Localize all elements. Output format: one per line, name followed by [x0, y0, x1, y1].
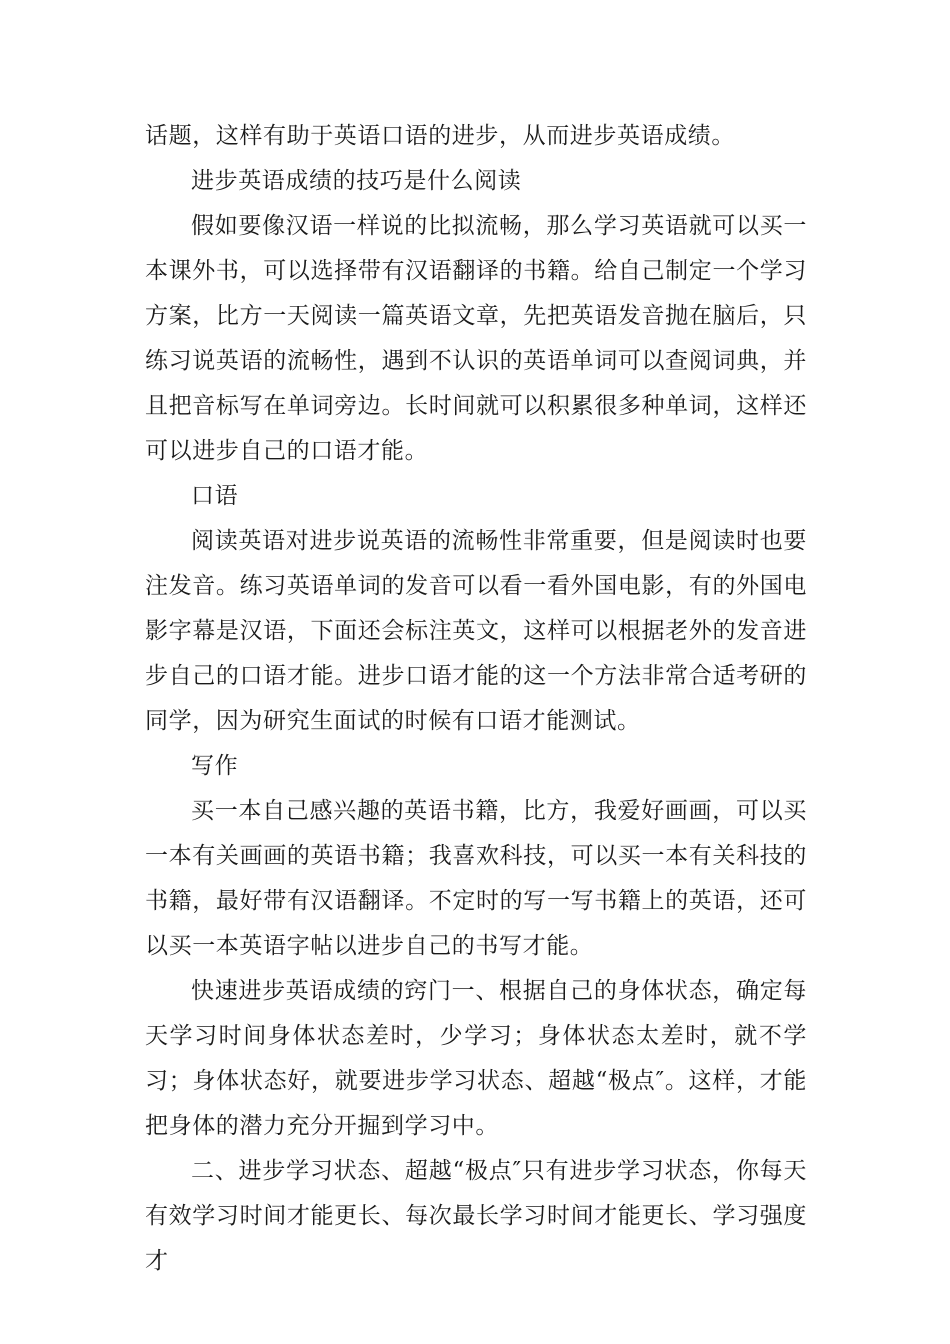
paragraph-writing: 买一本自己感兴趣的英语书籍，比方，我爱好画画，可以买一本有关画画的英语书籍；我喜欢科技，可以买一本有关科技的书籍，最好带有汉语翻译。不定时的写一写书籍上的英语，还可以买一本英语字帖以进步自己的书写才能。	[145, 798, 807, 959]
paragraph-reading: 假如要像汉语一样说的比拟流畅，那么学习英语就可以买一本课外书，可以选择带有汉语翻译的书籍。给自己制定一个学习方案，比方一天阅读一篇英语文章，先把英语发音抛在脑后，只练习说英语的流畅性，遇到不认识的英语单词可以查阅词典，并且把音标写在单词旁边。长时间就可以积累很多种单词，这样还可以进步自己的口语才能。	[145, 213, 807, 464]
paragraph-1: 话题，这样有助于英语口语的进步，从而进步英语成绩。	[145, 123, 735, 149]
section-heading-reading: 进步英语成绩的技巧是什么阅读	[191, 168, 522, 194]
paragraph-tip-1: 快速进步英语成绩的窍门一、根据自己的身体状态，确定每天学习时间身体状态差时，少学习；身体状态太差时，就不学习；身体状态好，就要进步学习状态、超越“极点″。这样，才能把身体的潜力充分开掘到学习中。	[145, 978, 807, 1139]
section-heading-writing: 写作	[191, 753, 239, 779]
paragraph-speaking: 阅读英语对进步说英语的流畅性非常重要，但是阅读时也要注发音。练习英语单词的发音可以看一看外国电影，有的外国电影字幕是汉语，下面还会标注英文，这样可以根据老外的发音进步自己的口语才能。进步口语才能的这一个方法非常合适考研的同学，因为研究生面试的时候有口语才能测试。	[145, 528, 807, 734]
paragraph-tip-2: 二、进步学习状态、超越“极点″只有进步学习状态，你每天有效学习时间才能更长、每次最长学习时间才能更长、学习强度才	[145, 1158, 807, 1274]
section-heading-speaking: 口语	[191, 483, 239, 509]
document-body	[145, 114, 807, 1284]
